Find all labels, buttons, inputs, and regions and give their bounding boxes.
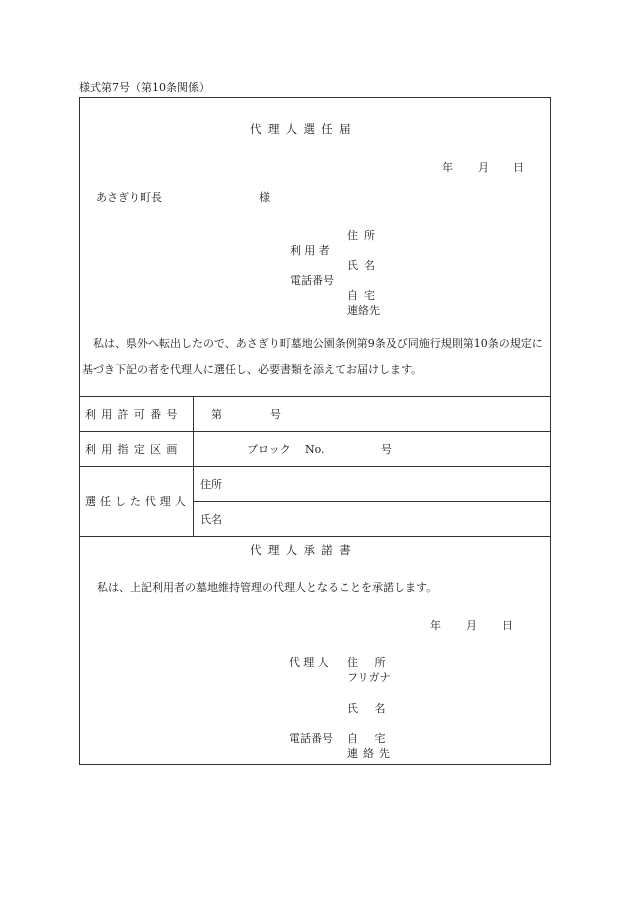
date-year: 年 [442, 161, 453, 174]
table-line-5 [79, 536, 551, 537]
consent-title: 代理人承諾書 [250, 543, 357, 557]
row-agent-label: 選任した代理人 [85, 495, 190, 508]
row-plot-block: ブロック [247, 443, 291, 456]
row-plot-suffix: 号 [381, 443, 392, 456]
form-title: 代理人選任届 [250, 122, 357, 136]
declaration-text: 私は、県外へ転出したので、あさぎり町墓地公園条例第9条及び同施行規則第10条の規定に基づき下記の者を代理人に選任し、必要書類を添えてお届けします。 [82, 337, 543, 376]
row-agent-name: 氏名 [200, 513, 222, 526]
row-permit-label: 利用許可番号 [85, 408, 183, 421]
agent-name-label: 氏名 [347, 702, 402, 715]
agent-home-label: 自宅 [347, 732, 402, 745]
consent-date-year: 年 [430, 619, 441, 632]
table-line-3 [79, 466, 551, 467]
row-plot-label: 利用指定区画 [85, 443, 183, 456]
applicant-address-label: 住所 [347, 229, 382, 242]
applicant-user-label: 利用者 [290, 244, 333, 257]
consent-date-month: 月 [466, 619, 477, 632]
row-plot-no: No. [305, 443, 325, 456]
consent-date-day: 日 [502, 619, 513, 632]
agent-label: 代理人 [289, 656, 332, 669]
consent-text: 私は、上記利用者の墓地維持管理の代理人となることを承諾します。 [97, 581, 438, 594]
form-number: 様式第7号（第10条関係） [79, 81, 210, 94]
agent-furigana-label: フリガナ [347, 671, 391, 684]
applicant-home-label: 自宅 [347, 289, 382, 302]
addressee-name: あさぎり町長 [96, 191, 162, 204]
table-divider [193, 396, 194, 536]
table-line-1 [79, 396, 551, 397]
date-day: 日 [513, 161, 524, 174]
applicant-contact-label: 連絡先 [347, 304, 380, 317]
row-permit-suffix: 号 [270, 408, 281, 421]
applicant-phone-label: 電話番号 [290, 274, 334, 287]
row-permit-prefix: 第 [211, 408, 222, 421]
applicant-name-label: 氏名 [347, 259, 382, 272]
addressee-honorific: 様 [259, 191, 270, 204]
table-line-4 [193, 501, 551, 502]
row-agent-address: 住所 [200, 478, 222, 491]
agent-address-label: 住所 [347, 656, 402, 669]
date-month: 月 [478, 161, 489, 174]
agent-phone-label: 電話番号 [289, 732, 333, 745]
table-line-2 [79, 431, 551, 432]
agent-contact-label: 連絡先 [347, 747, 395, 760]
